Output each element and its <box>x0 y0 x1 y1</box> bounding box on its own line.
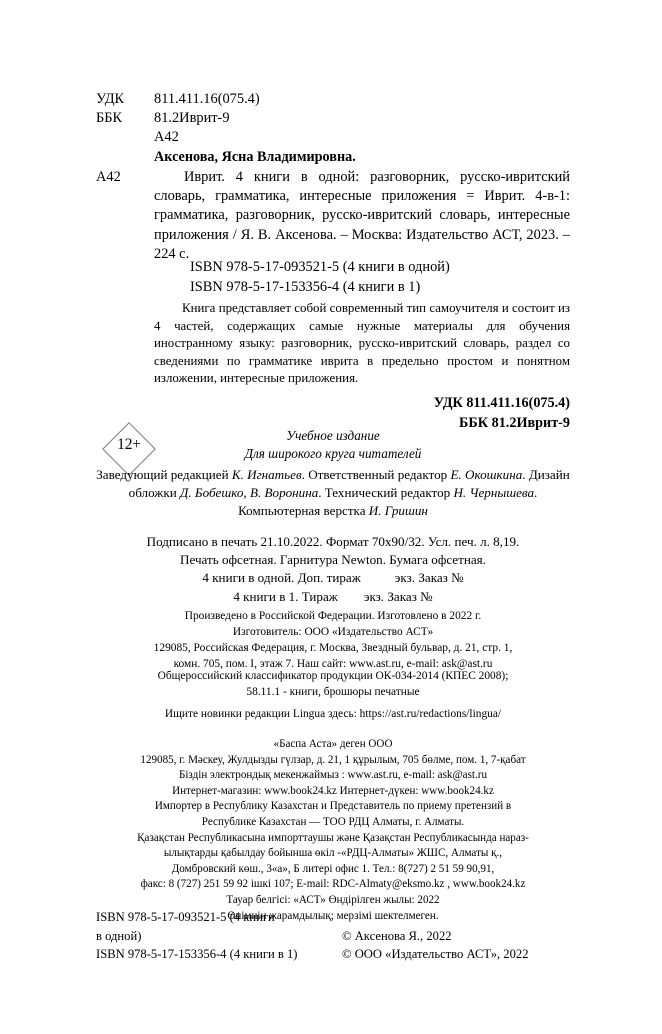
udk-row <box>96 90 570 109</box>
footer-copyright-2: © ООО «Издательство АСТ», 2022 <box>342 947 529 962</box>
footer-row-1 <box>96 908 570 927</box>
edition-heading <box>96 427 570 462</box>
isbn-block-top <box>190 258 450 297</box>
bbk-row <box>96 109 570 128</box>
print-order-label-1: экз. Заказ № <box>394 570 464 586</box>
kz-line-12: Өнімнін жарамдылық; мерзімі шектелмеген. <box>227 909 439 922</box>
credit-name-3: Д. Бобешко, В. Воронина <box>180 485 319 501</box>
edition-audience: Для широкого круга читателей <box>244 445 422 461</box>
cip-description-text: Иврит. 4 книги в одной: разговорник, русско-ивритский словарь, грамматика, интересные приложения = Иврит. 4-в-1: грамматика, разговорник, русско-ивритский словарь, интересные приложения / Я. В. Аксенова. – Москва: Издательство АСТ, 2023. – 224 с. <box>154 169 570 262</box>
udk-right-line: УДК 811.411.16(075.4) <box>433 395 570 411</box>
credit-name-5: И. Гришин <box>368 503 428 519</box>
print-order-label-2: экз. Заказ № <box>363 588 433 604</box>
bbk-value: 81.2Иврит-9 <box>154 110 230 126</box>
bbk-right-line: ББК 81.2Иврит-9 <box>459 414 570 431</box>
footer-isbn-1-part-2: в одной) <box>96 928 142 943</box>
okp-line-2: 58.11.1 - книги, брошюры печатные <box>246 686 420 698</box>
kz-line-10: факс: 8 (727) 251 59 92 ішкі 107; E-mail: RDC-Almaty@eksmo.kz , www.book24.kz <box>140 878 526 891</box>
credit-role-1: Заведующий редакцией <box>96 467 229 482</box>
cip-entry-label: А42 <box>96 169 121 185</box>
producer-address-line-1: 129085, Российская Федерация, г. Москва, Звездный бульвар, д. 21, стр. 1, <box>153 642 513 654</box>
kz-line-1: «Баспа Аста» деген ООО <box>273 738 393 750</box>
producer-name-line: Изготовитель: ООО «Издательство АСТ» <box>232 626 434 638</box>
producer-country-line: Произведено в Российской Федерации. Изготовлено в 2022 г. <box>184 610 482 622</box>
okp-classifier-block <box>96 668 570 700</box>
footer-isbn-copyright <box>96 908 570 964</box>
print-info-block <box>96 533 570 606</box>
annotation-paragraph: Книга представляет собой современный тип самоучителя и состоит из 4 частей, содержащих самые нужные материалы для обучения иностранному языку: разговорник, русско-ивритский словарь, раздел со сведениями по грамматике иврита в предельно простом и понятном изложении, интересные приложения. <box>154 301 570 386</box>
edition-type: Учебное издание <box>286 428 380 443</box>
producer-block <box>96 608 570 672</box>
kazakhstan-block <box>96 737 570 924</box>
kz-line-3: Біздін электрондық мекенжаймыз : www.ast.ru, e-mail: ask@ast.ru <box>178 769 488 782</box>
footer-isbn-2: ISBN 978-5-17-153356-4 (4 книги в 1) <box>96 947 298 962</box>
lingua-link-block <box>96 706 570 722</box>
credit-name-2: Е. Окошкина <box>450 467 523 482</box>
print-method-line: Печать офсетная. Гарнитура Newton. Бумага офсетная. <box>180 552 486 568</box>
bbk-label: ББК <box>96 110 123 126</box>
isbn-line-2: ISBN 978-5-17-153356-4 (4 книги в 1) <box>190 278 421 295</box>
udk-label: УДК <box>96 91 125 107</box>
credit-name-4: Н. Чернышева <box>453 485 535 501</box>
kz-line-5: Импортер в Республику Казахстан и Представитель по приему претензий в <box>154 800 512 813</box>
credit-role-2: . Ответственный редактор <box>301 467 448 482</box>
credit-role-3: . Дизайн обложки <box>128 467 570 501</box>
author-code: А42 <box>154 129 179 145</box>
print-run-label-2: 4 книги в 1. Тираж <box>233 588 338 604</box>
okp-line-1: Общероссийский классификатор продукции ОК-034-2014 (КПЕС 2008); <box>157 670 509 682</box>
credit-name-1: К. Игнатьев <box>231 467 302 482</box>
kz-line-8: ылықтарды қабылдау бойынша өкіл -«РДЦ-Алматы» ЖШС, Алматы қ., <box>163 847 503 860</box>
producer-address-line-2: комн. 705, пом. I, этаж 7. Наш сайт: www.ast.ru, e-mail: ask@ast.ru <box>173 658 493 670</box>
print-run-label-1: 4 книги в одной. Доп. тираж <box>202 570 361 586</box>
print-signed-line: Подписано в печать 21.10.2022. Формат 70x90/32. Усл. печ. л. 8,19. <box>146 534 520 549</box>
cip-description-block <box>96 168 570 264</box>
kz-line-9: Домбровский көш., 3«а», Б литері офис 1. Тел.: 8(727) 2 51 59 90,91, <box>171 862 495 875</box>
footer-copyright-1: © Аксенова Я., 2022 <box>342 928 452 943</box>
kz-line-11: Тауар белгісі: «АСТ» Өндірілген жылы: 2022 <box>226 893 440 906</box>
print-run-line-1 <box>96 569 570 587</box>
udk-value: 811.411.16(075.4) <box>154 91 260 107</box>
kz-line-6: Республике Казахстан — ТОО РДЦ Алматы, г. Алматы. <box>201 815 465 828</box>
kz-line-4: Интернет-магазин: www.book24.kz Интернет-дүкен: www.book24.kz <box>172 784 494 797</box>
lingua-link-line[interactable]: Ищите новинки редакции Lingua здесь: https://ast.ru/redactions/lingua/ <box>164 708 502 720</box>
footer-row-3 <box>96 945 570 964</box>
cip-header <box>96 90 570 167</box>
isbn-line-1: ISBN 978-5-17-093521-5 (4 книги в одной) <box>190 259 450 275</box>
editorial-credits <box>96 466 570 521</box>
author-heading: Аксенова, Ясна Владимировна. <box>154 149 356 165</box>
footer-row-2 <box>96 927 570 946</box>
kz-line-7: Қазақстан Республикасына импорттаушы және Қазақстан Республикасында нараз- <box>137 831 529 844</box>
kz-line-2: 129085, г. Мәскеу, Жулдызды гүлзар, д. 21, 1 құрылым, 705 бөлме, пом. 1, 7-қабат <box>140 753 526 766</box>
footer-isbn-1-part-1: ISBN 978-5-17-093521-5 (4 книги <box>96 910 275 924</box>
print-run-line-2 <box>96 588 570 606</box>
credit-role-4: . Технический редактор <box>318 485 451 501</box>
credit-role-5: . Компьютерная верстка <box>238 485 538 519</box>
age-rating-label: 12+ <box>117 436 141 453</box>
